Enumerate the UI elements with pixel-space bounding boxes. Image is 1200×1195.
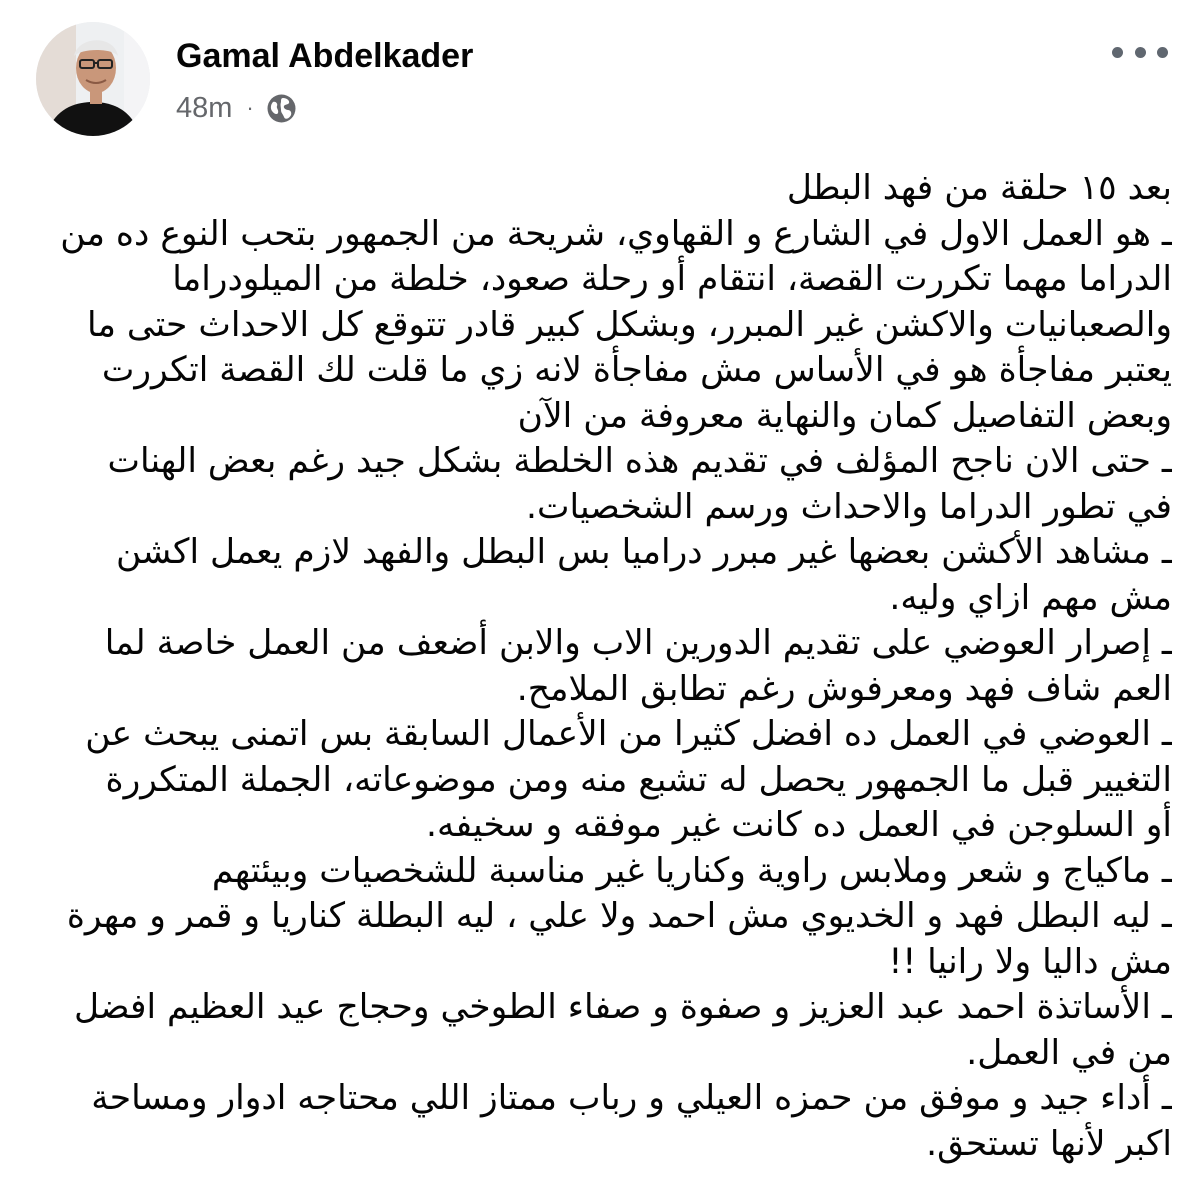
post-meta — [176, 86, 297, 130]
post-line: بعد ١٥ حلقة من فهد البطل — [786, 168, 1172, 208]
post-line: اكبر لأنها تستحق. — [926, 1123, 1172, 1164]
more-dot — [1135, 47, 1146, 58]
meta-separator: · — [246, 95, 254, 120]
post-text — [30, 166, 1172, 1190]
post-line: التغيير قبل ما الجمهور يحصل له تشبع منه ومن موضوعاته، الجملة المتكررة — [105, 759, 1172, 800]
post-line: ـ إصرار العوضي على تقديم الدورين الاب والابن أضعف من العمل خاصة لما — [104, 623, 1172, 663]
post-line: ـ ماكياج و شعر وملابس راوية وكناريا غير مناسبة للشخصيات وبيئتهم — [211, 850, 1172, 891]
post-line: ـ ليه البطل فهد و الخديوي مش احمد ولا علي ، ليه البطلة كناريا و قمر و مهرة — [66, 896, 1172, 936]
post-header — [0, 0, 1200, 150]
post-line: مش داليا ولا رانيا !! — [888, 941, 1172, 982]
more-options-icon[interactable] — [1112, 32, 1168, 72]
post-line: في تطور الدراما والاحداث ورسم الشخصيات. — [526, 486, 1172, 527]
more-dot — [1157, 47, 1168, 58]
post-line: ـ أداء جيد و موفق من حمزه العيلي و رباب ممتاز اللي محتاجه ادوار ومساحة — [91, 1078, 1172, 1118]
post-line: ـ مشاهد الأكشن بعضها غير مبرر دراميا بس البطل والفهد لازم يعمل اكشن — [116, 532, 1172, 572]
avatar[interactable] — [36, 22, 150, 136]
author-name[interactable]: Gamal Abdelkader — [176, 37, 474, 75]
post-line: ـ حتى الان ناجح المؤلف في تقديم هذه الخلطة بشكل جيد رغم بعض الهنات — [107, 441, 1172, 481]
post-line: ـ الأساتذة احمد عبد العزيز و صفوة و صفاء الطوخي وحجاج عيد العظيم افضل — [73, 987, 1172, 1027]
more-dot — [1112, 47, 1123, 58]
post-line: والصعبانيات والاكشن غير المبرر، وبشكل كبير قادر تتوقع كل الاحداث حتى ما — [86, 304, 1172, 345]
globe-icon[interactable] — [266, 93, 297, 124]
post-line: من في العمل. — [966, 1032, 1172, 1073]
post-line: وبعض التفاصيل كمان والنهاية معروفة من الآن — [517, 395, 1172, 436]
post-line: ـ العوضي في العمل ده افضل كثيرا من الأعمال السابقة بس اتمنى يبحث عن — [85, 714, 1172, 754]
post-line: الدراما مهما تكررت القصة، انتقام أو رحلة صعود، خلطة من الميلودراما — [172, 259, 1172, 299]
post-timestamp[interactable]: 48m — [176, 91, 233, 124]
post-line: مش مهم ازاي وليه. — [889, 577, 1172, 618]
post-line: ـ هو العمل الاول في الشارع و القهاوي، شريحة من الجمهور بتحب النوع ده من — [60, 213, 1172, 254]
post-line: يعتبر مفاجأة هو في الأساس مش مفاجأة لانه زي ما قلت لك القصة اتكررت — [101, 350, 1172, 390]
avatar-photo — [36, 22, 150, 136]
post-line: أو السلوجن في العمل ده كانت غير موفقه و سخيفه. — [426, 805, 1172, 845]
post-line: العم شاف فهد ومعرفوش رغم تطابق الملامح. — [516, 668, 1172, 709]
